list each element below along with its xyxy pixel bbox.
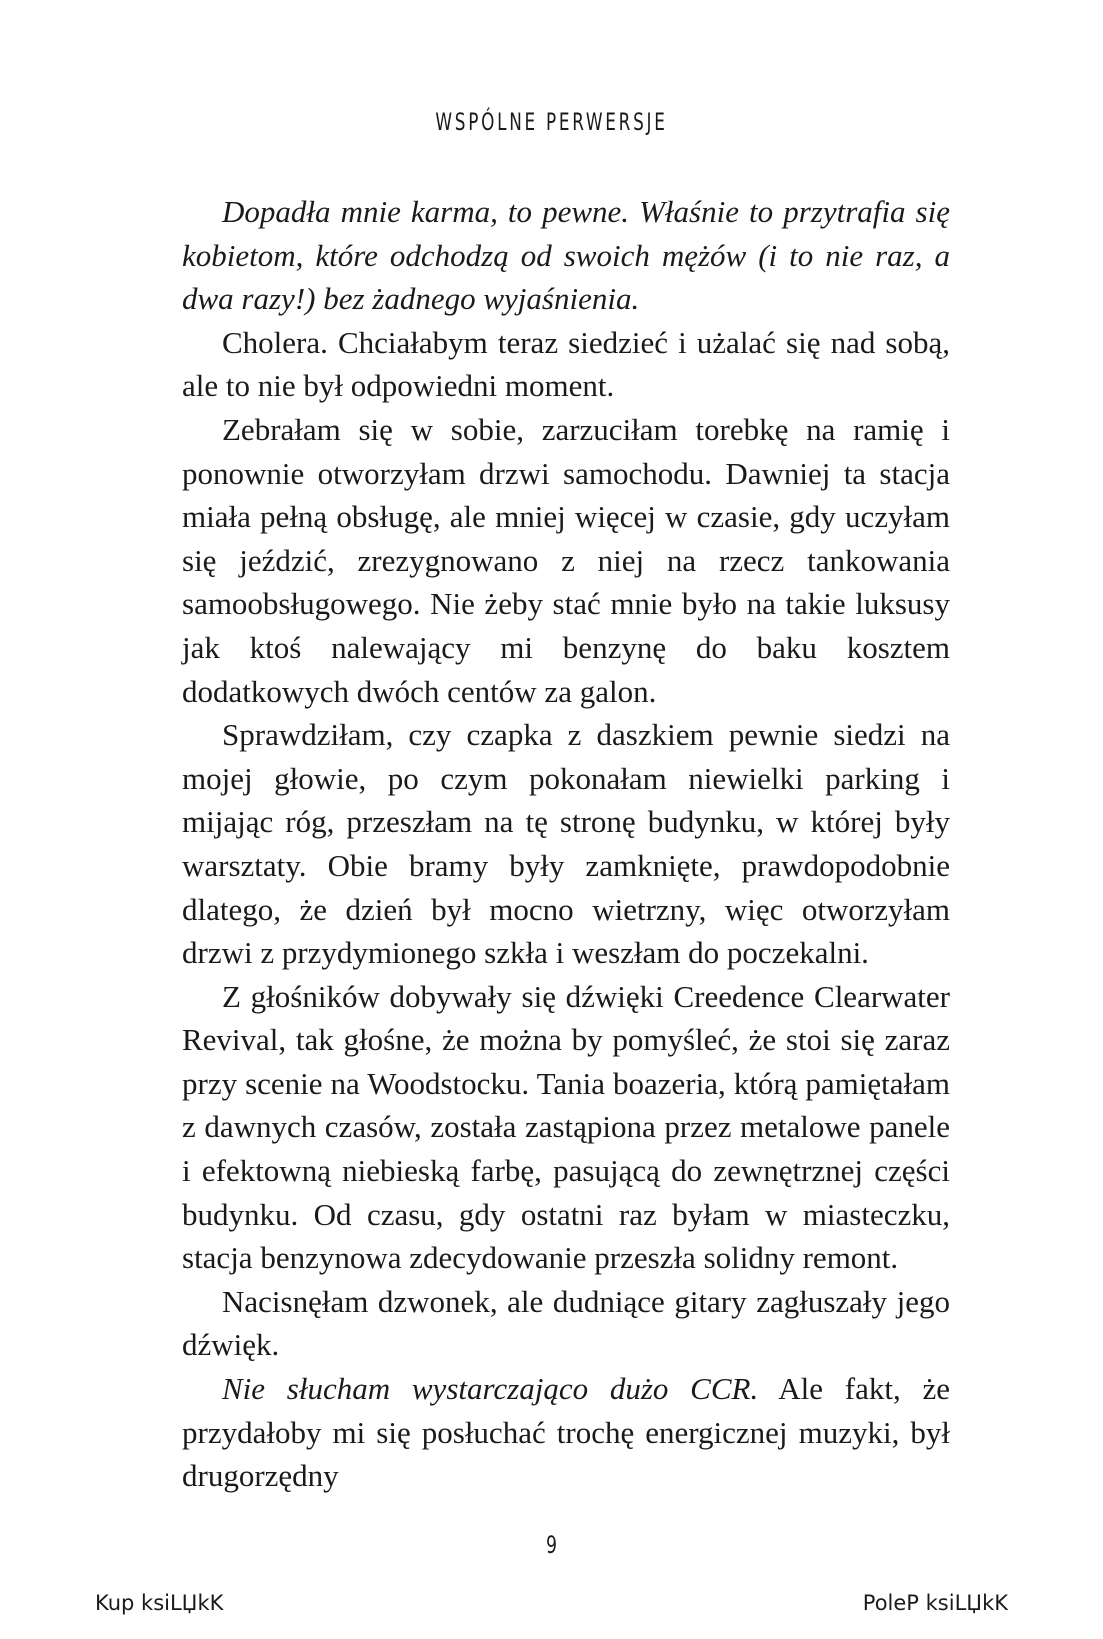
paragraph-4: Sprawdziłam, czy czapka z daszkiem pewnie siedzi na mojej głowie, po czym pokonałam niewielki parking i mijając róg, przeszłam na tę stronę budynku, w której były warsztaty. Obie bramy były zamknięte, prawdopodobnie dlatego, że dzień był mocno wietrzny, więc otworzyłam drzwi z przydymionego szkła i weszłam do poczekalni. <box>182 717 950 971</box>
paragraph-2: Cholera. Chciałabym teraz siedzieć i użalać się nad sobą, ale to nie był odpowiedni moment. <box>182 324 950 404</box>
paragraph-7-italic: Nie słucham wystarczająco dużo CCR. <box>222 1371 759 1407</box>
paragraph-1: Dopadła mnie karma, to pewne. Właśnie to przytrafia się kobietom, które odchodzą od swoich mężów (i to nie raz, a dwa razy!) bez żadnego wyjaśnienia. <box>182 194 950 317</box>
page-number: 9 <box>546 1531 557 1559</box>
paragraph-3: Zebrałam się w sobie, zarzuciłam torebkę na ramię i ponownie otworzyłam drzwi samochodu. Dawniej ta stacja miała pełną obsługę, ale mniej więcej w czasie, gdy uczyłam się jeździć, zrezygnowano z niej na rzecz tankowania samoobsługowego. Nie żeby stać mnie było na takie luksusy jak ktoś nalewający mi benzynę do baku kosztem dodatkowych dwóch centów za galon. <box>182 411 950 709</box>
buy-book-link[interactable]: Kup ksiLЏkK <box>95 1591 224 1615</box>
paragraph-6: Nacisnęłam dzwonek, ale dudniące gitary zagłuszały jego dźwięk. <box>182 1283 950 1363</box>
running-head: WSPÓLNE PERWERSJE <box>435 108 668 136</box>
paragraph-7 <box>182 1367 950 1498</box>
body-text <box>182 190 950 1498</box>
paragraph-7-rest: Ale fakt, że przydałoby mi się posłuchać trochę energicznej muzyki, był drugorzędny <box>182 1371 950 1494</box>
paragraph-5: Z głośników dobywały się dźwięki Creedence Clearwater Revival, tak głośne, że można by pomyśleć, że stoi się zaraz przy scenie na Woodstocku. Tania boazeria, którą pamiętałam z dawnych czasów, została zastąpiona przez metalowe panele i efektowną niebieską farbę, pasującą do zewnętrznej części budynku. Od czasu, gdy ostatni raz byłam w miasteczku, stacja benzynowa zdecydowanie przeszła solidny remont. <box>182 978 950 1276</box>
recommend-book-link[interactable]: PoleP ksiLЏkK <box>862 1591 1008 1615</box>
